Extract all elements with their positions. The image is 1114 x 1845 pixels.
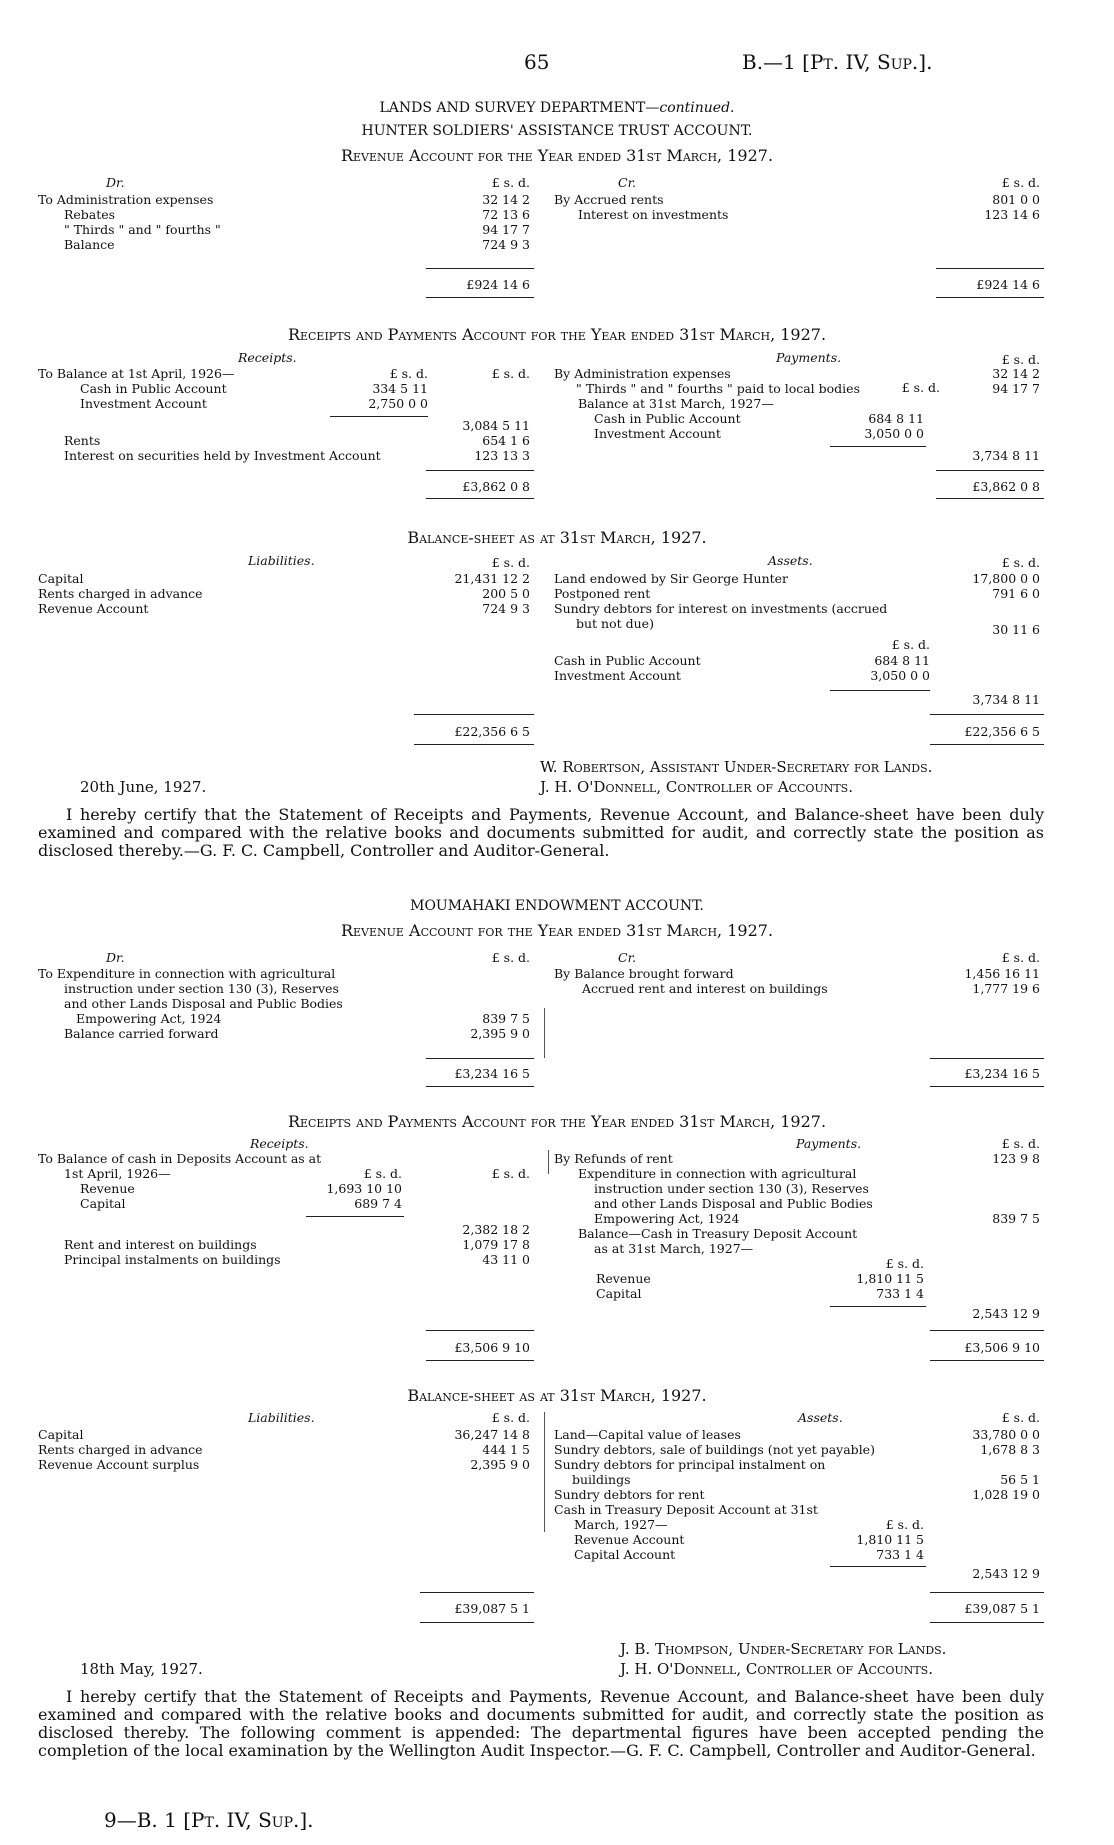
lsd-header: £ s. d. [1001, 175, 1040, 190]
lsd-header: £ s. d. [1001, 555, 1040, 570]
ledger-label: March, 1927— [574, 1517, 668, 1532]
ledger-total: £924 14 6 [466, 277, 530, 292]
ledger-amount: 56 5 1 [1000, 1472, 1040, 1487]
total-rule [930, 1058, 1044, 1059]
ledger-amount: 36,247 14 8 [454, 1427, 530, 1442]
ledger-subamount: 684 8 11 [868, 411, 924, 426]
ledger-label: 1st April, 1926— [64, 1166, 171, 1181]
ledger-subamount: 689 7 4 [354, 1196, 402, 1211]
liabilities-label: Liabilities. [248, 1410, 315, 1425]
ledger-label: Capital [38, 571, 84, 586]
payments-label: Payments. [796, 1136, 862, 1151]
ledger-label: Capital [80, 1196, 126, 1211]
ledger-subamount: 733 1 4 [876, 1547, 924, 1562]
ledger-amount: 123 13 3 [474, 448, 530, 463]
certification-paragraph: I hereby certify that the Statement of Receipts and Payments, Revenue Account, and Balance-sheet have been duly examined and compared with the relative books and documents submitted for audit, and correctly state the position as disclosed thereby.—G. F. C. Campbell, Controller and Auditor-General. [38, 805, 1044, 860]
ledger-total: £3,234 16 5 [964, 1066, 1040, 1081]
lsd-header: £ s. d. [1001, 1136, 1040, 1151]
lsd-header: £ s. d. [885, 1256, 924, 1271]
payments-label: Payments. [776, 350, 842, 365]
ledger-amount: 3,734 8 11 [972, 448, 1040, 463]
total-rule [930, 1330, 1044, 1331]
ledger-amount: 200 5 0 [482, 586, 530, 601]
ledger-label: Balance carried forward [64, 1026, 219, 1041]
ledger-label: By Refunds of rent [554, 1151, 673, 1166]
total-rule [420, 1592, 534, 1593]
ledger-label: Balance at 31st March, 1927— [578, 396, 774, 411]
ledger-label: Capital [38, 1427, 84, 1442]
ledger-amount: 17,800 0 0 [972, 571, 1040, 586]
ledger-subamount: 733 1 4 [876, 1286, 924, 1301]
ledger-amount: 30 11 6 [992, 622, 1040, 637]
ledger-label: Capital [596, 1286, 642, 1301]
page-number: 65 [524, 50, 550, 74]
lsd-header: £ s. d. [491, 175, 530, 190]
ledger-amount: 1,456 16 11 [964, 966, 1040, 981]
ledger-label: Revenue Account surplus [38, 1457, 200, 1472]
ledger-label: Empowering Act, 1924 [594, 1211, 740, 1226]
ledger-label: By Accrued rents [554, 192, 664, 207]
ledger-amount: 654 1 6 [482, 433, 530, 448]
ledger-amount: 2,382 18 2 [462, 1222, 530, 1237]
ledger-label: Principal instalments on buildings [64, 1252, 281, 1267]
total-rule [936, 470, 1044, 471]
ledger-label: Revenue [80, 1181, 135, 1196]
total-rule [426, 470, 534, 471]
ledger-amount: 33,780 0 0 [972, 1427, 1040, 1442]
lsd-header: £ s. d. [1001, 1410, 1040, 1425]
sub-rule [830, 446, 926, 447]
date-line: 20th June, 1927. [80, 778, 207, 796]
ledger-total: £39,087 5 1 [454, 1601, 530, 1616]
ledger-label: and other Lands Disposal and Public Bodies [64, 996, 343, 1011]
ledger-amount: 94 17 7 [992, 381, 1040, 396]
total-rule [426, 1360, 534, 1361]
lsd-header: £ s. d. [389, 366, 428, 381]
ledger-amount: 123 9 8 [992, 1151, 1040, 1166]
total-rule [420, 1622, 534, 1623]
signature-line: J. H. O'Donnell, Controller of Accounts. [540, 778, 853, 796]
total-rule [414, 714, 534, 715]
ledger-amount: 724 9 3 [482, 601, 530, 616]
ledger-total: £3,506 9 10 [964, 1340, 1040, 1355]
ledger-label: Postponed rent [554, 586, 651, 601]
ledger-amount: 94 17 7 [482, 222, 530, 237]
ledger-label: By Administration expenses [554, 366, 731, 381]
ledger-label: To Balance of cash in Deposits Account as at [38, 1151, 322, 1166]
ledger-amount: 1,079 17 8 [462, 1237, 530, 1252]
ledger-label: Interest on investments [578, 207, 729, 222]
ledger-total: £3,862 0 8 [972, 479, 1040, 494]
ledger-label: Capital Account [574, 1547, 676, 1562]
ledger-amount: 724 9 3 [482, 237, 530, 252]
total-rule [936, 297, 1044, 298]
ledger-label: Land—Capital value of leases [554, 1427, 741, 1442]
ledger-amount: 1,028 19 0 [972, 1487, 1040, 1502]
total-rule [426, 1058, 534, 1059]
ledger-label: Rent and interest on buildings [64, 1237, 257, 1252]
ledger-subamount: 1,810 11 5 [856, 1271, 924, 1286]
total-rule [936, 268, 1044, 269]
page-ref: B.—1 [Pt. IV, Sup.]. [742, 50, 933, 74]
sub-rule [306, 1216, 404, 1217]
lsd-header: £ s. d. [901, 380, 940, 395]
ledger-label: Rents charged in advance [38, 586, 203, 601]
ledger-label: as at 31st March, 1927— [594, 1241, 754, 1256]
hunter-balance-heading: Balance-sheet as at 31st March, 1927. [407, 528, 707, 547]
lsd-header: £ s. d. [491, 1410, 530, 1425]
lsd-header: £ s. d. [491, 366, 530, 381]
ledger-label: Revenue Account [38, 601, 149, 616]
sub-rule [330, 416, 428, 417]
ledger-label: Balance—Cash in Treasury Deposit Account [578, 1226, 858, 1241]
column-divider [544, 1008, 545, 1058]
receipts-label: Receipts. [238, 350, 297, 365]
footer-ref: 9—B. 1 [Pt. IV, Sup.]. [104, 1808, 314, 1832]
lsd-header: £ s. d. [363, 1166, 402, 1181]
ledger-amount: 1,678 8 3 [980, 1442, 1040, 1457]
total-rule [936, 498, 1044, 499]
ledger-amount: 32 14 2 [482, 192, 530, 207]
ledger-total: £3,234 16 5 [454, 1066, 530, 1081]
hunter-title: HUNTER SOLDIERS' ASSISTANCE TRUST ACCOUNT. [361, 123, 753, 139]
total-rule [930, 714, 1044, 715]
ledger-subamount: 2,750 0 0 [368, 396, 428, 411]
total-rule [426, 297, 534, 298]
ledger-total: £22,356 6 5 [454, 724, 530, 739]
ledger-amount: 3,734 8 11 [972, 692, 1040, 707]
ledger-total: £39,087 5 1 [964, 1601, 1040, 1616]
ledger-label: To Expenditure in connection with agricultural [38, 966, 336, 981]
ledger-amount: 791 6 0 [992, 586, 1040, 601]
total-rule [930, 1592, 1044, 1593]
ledger-label: Expenditure in connection with agricultural [578, 1166, 857, 1181]
ledger-label: Revenue Account [574, 1532, 685, 1547]
ledger-label: Sundry debtors for interest on investments (accrued [554, 601, 888, 616]
ledger-label: Rebates [64, 207, 116, 222]
ledger-subamount: 1,810 11 5 [856, 1532, 924, 1547]
receipts-label: Receipts. [250, 1136, 309, 1151]
signature-line: W. Robertson, Assistant Under-Secretary for Lands. [540, 758, 933, 776]
ledger-amount: 2,543 12 9 [972, 1566, 1040, 1581]
ledger-subamount: 334 5 11 [372, 381, 428, 396]
ledger-subamount: 3,050 0 0 [870, 668, 930, 683]
ledger-amount: 444 1 5 [482, 1442, 530, 1457]
lsd-header: £ s. d. [885, 1517, 924, 1532]
ledger-label: Sundry debtors for principal instalment on [554, 1457, 826, 1472]
ledger-amount: 72 13 6 [482, 207, 530, 222]
lsd-header: £ s. d. [1001, 950, 1040, 965]
sub-rule [830, 690, 930, 691]
lsd-header: £ s. d. [1001, 352, 1040, 367]
ledger-label: Land endowed by Sir George Hunter [554, 571, 789, 586]
ledger-label: buildings [572, 1472, 631, 1487]
ledger-label: Accrued rent and interest on buildings [582, 981, 828, 996]
cr-label: Cr. [618, 175, 637, 190]
ledger-label: Balance [64, 237, 115, 252]
moumahaki-balance-heading: Balance-sheet as at 31st March, 1927. [407, 1386, 707, 1405]
ledger-label: Cash in Public Account [554, 653, 701, 668]
hunter-revenue-heading: Revenue Account for the Year ended 31st March, 1927. [340, 146, 774, 165]
dept-heading: LANDS AND SURVEY DEPARTMENT—continued. [379, 100, 735, 116]
total-rule [426, 1086, 534, 1087]
lsd-header: £ s. d. [891, 637, 930, 652]
cr-label: Cr. [618, 950, 637, 965]
ledger-label: To Balance at 1st April, 1926— [38, 366, 235, 381]
sub-rule [830, 1306, 926, 1307]
signature-line: J. H. O'Donnell, Controller of Accounts. [620, 1660, 933, 1678]
ledger-amount: 801 0 0 [992, 192, 1040, 207]
sub-rule [830, 1566, 926, 1567]
certification-paragraph: I hereby certify that the Statement of Receipts and Payments, Revenue Account, and Balance-sheet have been duly examined and compared with the relative books and documents submitted for audit, and correctly state the position as disclosed thereby. The following comment is appended: The departmental figures have been accepted pending the completion of the local examination by the Wellington Audit Inspector.—G. F. C. Campbell, Controller and Auditor-General. [38, 1687, 1044, 1760]
hunter-receipts-heading: Receipts and Payments Account for the Year ended 31st March, 1927. [287, 325, 827, 344]
ledger-label: Cash in Treasury Deposit Account at 31st [554, 1502, 818, 1517]
ledger-label: " Thirds " and " fourths " [64, 222, 221, 237]
ledger-amount: 839 7 5 [482, 1011, 530, 1026]
ledger-total: £22,356 6 5 [964, 724, 1040, 739]
ledger-label: Rents charged in advance [38, 1442, 203, 1457]
ledger-amount: 2,395 9 0 [470, 1026, 530, 1041]
ledger-amount: 2,543 12 9 [972, 1306, 1040, 1321]
ledger-amount: 1,777 19 6 [972, 981, 1040, 996]
ledger-label: Investment Account [80, 396, 207, 411]
column-divider [544, 1412, 545, 1532]
total-rule [414, 744, 534, 745]
total-rule [930, 1086, 1044, 1087]
moumahaki-revenue-heading: Revenue Account for the Year ended 31st March, 1927. [340, 921, 774, 940]
total-rule [426, 268, 534, 269]
total-rule [930, 1360, 1044, 1361]
assets-label: Assets. [768, 553, 813, 568]
lsd-header: £ s. d. [491, 1166, 530, 1181]
ledger-label: and other Lands Disposal and Public Bodies [594, 1196, 873, 1211]
ledger-label: Investment Account [594, 426, 721, 441]
ledger-label: Cash in Public Account [80, 381, 227, 396]
total-rule [426, 1330, 534, 1331]
total-rule [930, 1622, 1044, 1623]
ledger-label: but not due) [576, 616, 654, 631]
moumahaki-receipts-heading: Receipts and Payments Account for the Year ended 31st March, 1927. [287, 1112, 827, 1131]
dr-label: Dr. [106, 950, 125, 965]
ledger-amount: 2,395 9 0 [470, 1457, 530, 1472]
ledger-label: Sundry debtors, sale of buildings (not yet payable) [554, 1442, 875, 1457]
ledger-amount: 43 11 0 [482, 1252, 530, 1267]
ledger-label: Empowering Act, 1924 [76, 1011, 222, 1026]
moumahaki-title: MOUMAHAKI ENDOWMENT ACCOUNT. [410, 898, 704, 914]
ledger-label: Rents [64, 433, 101, 448]
ledger-label: " Thirds " and " fourths " paid to local bodies [576, 381, 860, 396]
ledger-label: Sundry debtors for rent [554, 1487, 705, 1502]
ledger-subamount: 1,693 10 10 [326, 1181, 402, 1196]
liabilities-label: Liabilities. [248, 553, 315, 568]
ledger-label: To Administration expenses [38, 192, 214, 207]
ledger-amount: 3,084 5 11 [462, 418, 530, 433]
ledger-label: Interest on securities held by Investment Account [64, 448, 381, 463]
lsd-header: £ s. d. [491, 555, 530, 570]
column-divider [548, 1150, 549, 1174]
ledger-total: £924 14 6 [976, 277, 1040, 292]
ledger-label: By Balance brought forward [554, 966, 734, 981]
date-line: 18th May, 1927. [80, 1660, 203, 1678]
ledger-label: instruction under section 130 (3), Reserves [594, 1181, 869, 1196]
ledger-label: Cash in Public Account [594, 411, 741, 426]
total-rule [930, 744, 1044, 745]
ledger-label: Revenue [596, 1271, 651, 1286]
ledger-amount: 21,431 12 2 [454, 571, 530, 586]
ledger-amount: 32 14 2 [992, 366, 1040, 381]
signature-line: J. B. Thompson, Under-Secretary for Lands. [620, 1640, 947, 1658]
ledger-amount: 839 7 5 [992, 1211, 1040, 1226]
ledger-subamount: 3,050 0 0 [864, 426, 924, 441]
lsd-header: £ s. d. [491, 950, 530, 965]
ledger-total: £3,506 9 10 [454, 1340, 530, 1355]
dr-label: Dr. [106, 175, 125, 190]
ledger-label: Investment Account [554, 668, 681, 683]
ledger-subamount: 684 8 11 [874, 653, 930, 668]
ledger-label: instruction under section 130 (3), Reserves [64, 981, 339, 996]
ledger-total: £3,862 0 8 [462, 479, 530, 494]
total-rule [426, 498, 534, 499]
assets-label: Assets. [798, 1410, 843, 1425]
ledger-amount: 123 14 6 [984, 207, 1040, 222]
